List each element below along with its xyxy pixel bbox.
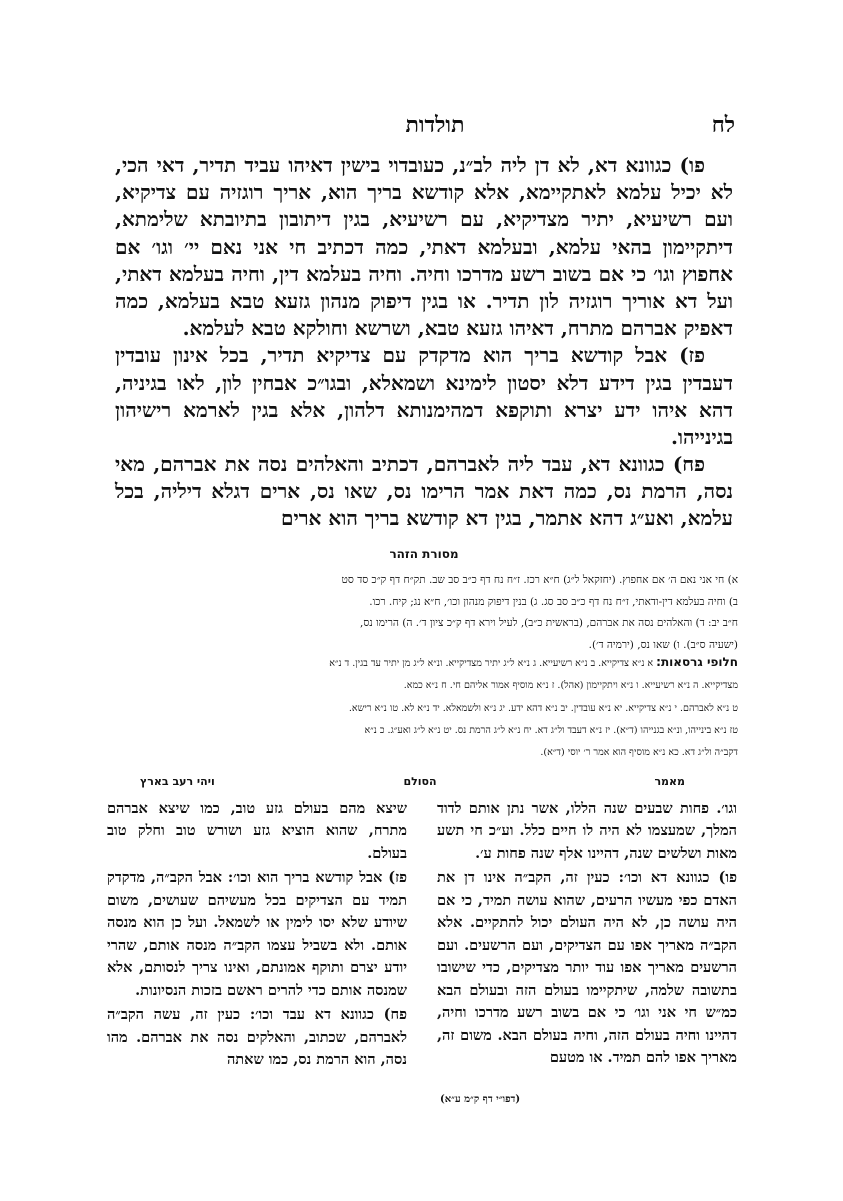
variant-line: דקב״ה ול״ג דא. כא נ״א מוסיף הוא אמר ר׳ יוסי (ד״א). xyxy=(540,747,738,759)
header-maamar: מאמר xyxy=(654,775,685,788)
variants-label: חלופי גרסאות: xyxy=(656,655,738,669)
variant-line xyxy=(108,653,738,675)
variant-line: טז נ״א בינייהו, ונ״א בגנייהו (ד״א). יז נ״א דעבד ול״ג דא. יח נ״א ל״ג הרמת נס. יט נ״א ל״ג ואע״ג. כ נ״א xyxy=(364,724,738,736)
source-line: א) חי אני נאם ה׳ אם אחפוץ. (יחזקאל ל״ג) ח״א רכז. ז״ח נח דף כ״ב סב שב. תק״ח דף ק״כ סד סט xyxy=(341,574,738,586)
commentary-right-column xyxy=(437,798,737,1072)
masoret-hazohar xyxy=(108,570,738,656)
chilufei-girsaot xyxy=(108,653,738,765)
commentary-paragraph: וגו׳. פחות שבעים שנה הללו, אשר נתן אותם לדוד המלך, שמעצמו לא היה לו חיים כלל. וע״כ חי תשע מאות ושלשים שנה, דהיינו אלף שנה פחות ע׳. xyxy=(437,800,737,862)
commentary-left-column xyxy=(107,798,407,1074)
source-line: ח״ב יב: ד) והאלהים נסה את אברהם, (בראשית כ״ב), לעיל וירא דף ק״כ ציון ד׳. ה) הרימו נס, xyxy=(360,617,738,630)
masoret-title: מסורת הזהר xyxy=(389,547,459,561)
variant-line: ט נ״א לאברהם. י נ״א צדיקייא. יא נ״א עובדין. יב נ״א דהא ידע. יג נ״א ולשמאלא. יד נ״א לא. טו נ״א רישא. xyxy=(348,702,738,714)
source-line: (ישעיה ס״ב). ו) שאו נס, (ירמיה ד׳). xyxy=(588,638,738,651)
header-hasulam: הסולם xyxy=(403,775,437,788)
main-zohar-text xyxy=(115,152,733,533)
commentary-paragraph: פז) אבל קודשא בריך הוא וכו׳: אבל הקב״ה, מדקדק תמיד עם הצדיקים בכל מעשיהם שעושים, משום שיודע שלא יסו לימין או לשמאל. ועל כן הוא מנסה אותם. ולא בשביל עצמו הקב״ה מנסה אותם, שהרי יודע יצרם ותוקף אמונתם, ואינו צריך לנסותם, אלא שמנסה אותם כדי להרים ראשם בזכות הנסיונות. xyxy=(107,869,407,999)
commentary-paragraph: פו) כגוונא דא וכו׳: כעין זה, הקב״ה אינו דן את האדם כפי מעשיו הרעים, שהוא עושה תמיד, כי אם היה עושה כן, לא היה העולם יכול להתקיים. אלא הקב״ה מאריך אפו עם הצדיקים, ועם הרשעים. ועם הרשעים מאריך אפו עוד יותר מצדיקים, כדי שישובו בתשובה שלמה, שיתקיימו בעולם הזה ובעולם הבא כמ״ש חי אני וגו׳ כי אם בשוב רשע מדרכו וחיה, דהיינו וחיה בעולם הזה, וחיה בעולם הבא. משום זה, מאריך אפו להם תמיד. או מטעם xyxy=(437,869,737,1067)
paragraph-87: פז) אבל קודשא בריך הוא מדקדק עם צדיקיא תדיר, בכל אינון עובדין דעבדין בגין דידע דלא יסטון לימינא ושמאלא, ובגו״כ אבחין לון, לאו בגיניה, דהא איהו ידע יצרא ותוקפא דמהימנותא דלהון, אלא בגין לארמא רישיהון בגינייהו. xyxy=(115,343,733,449)
paragraph-86: פו) כגוונא דא, לא דן ליה לב״נ, כעובדוי בישין דאיהו עביד תדיר, דאי הכי, לא יכיל עלמא לאתקיימא, אלא קודשא בריך הוא, אריך רוגזיה עם צדיקיא, ועם רשיעיא, יתיר מצדיקיא, עם רשיעיא, בגין דיתובון בתיובתא שלימתא, דיתקיימון בהאי עלמא, ובעלמא דאתי, כמה דכתיב חי אני נאם יי׳ וגו׳ אם אחפוץ וגו׳ כי אם בשוב רשע מדרכו וחיה. וחיה בעלמא דין, וחיה בעלמא דאתי, ועל דא אוריך רוגזיה לון תדיר. או בגין דיפוק מנהון גזעא טבא בעלמא, כמה דאפיק אברהם מתרח, דאיהו גזעא טבא, ושרשא וחולקא טבא לעלמא. xyxy=(115,153,733,341)
header-vayehi-raav: ויהי רעב בארץ xyxy=(140,775,215,788)
commentary-paragraph: שיצא מהם בעולם גזע טוב, כמו שיצא אברהם מתרח, שהוא הוציא גזע ושורש טוב וחלק טוב בעולם. xyxy=(107,800,407,862)
page-reference-note: (דפו״י דף ק״מ ע״א) xyxy=(440,1094,521,1105)
page-number: לח xyxy=(711,112,735,138)
paragraph-88: פח) כגוונא דא, עבד ליה לאברהם, דכתיב והאלהים נסה את אברהם, מאי נסה, הרמת נס, כמה דאת אמר הרימו נס, שאו נס, ארים דגלא דיליה, בכל עלמא, ואע״ג דהא אתמר, בגין דא קודשא בריך הוא ארים xyxy=(115,452,733,531)
variant-line-text: א נ״א צדיקייא. ב נ״א רשיעייא. ג נ״א ל״ג יתיר מצדיקייא. ונ״א ל״ג מן יתיר עד בגין. ד נ״א xyxy=(329,658,654,669)
parasha-title: תולדות xyxy=(405,112,465,138)
commentary-headers xyxy=(110,775,730,793)
source-line: ב) וחיה בעלמא דין-ודאתי, ז״ח נח דף כ״ב סב סג. ג) בנין דיפוק מנהון וכו׳, ח״א נג; קיח. רכו. xyxy=(369,595,738,608)
page-header xyxy=(135,112,735,142)
commentary-paragraph: פח) כגוונא דא עבד וכו׳: כעין זה, עשה הקב״ה לאברהם, שכתוב, והאלקים נסה את אברהם. מהו נסה, הוא הרמת נס, כמו שאתה xyxy=(107,1006,407,1069)
variant-line: מצדיקייא. ה נ״א רשיעייא. ו נ״א ויתקיימון (אהל). ז נ״א מוסיף אמור אליהם חי. ח נ״א כמא. xyxy=(403,680,738,692)
